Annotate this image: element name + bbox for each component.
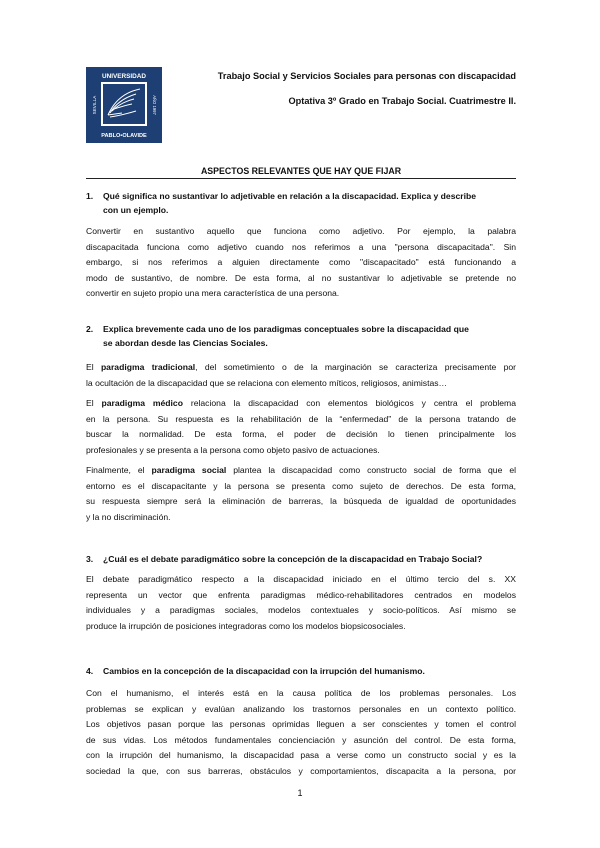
text-line: su respuesta siempre será la eliminación de barreras, la búsqueda de igualdad de oportunidades [86,496,516,506]
text-line: embargo, si nos referimos a alguien directamente como "discapacitado" está funcionando a [86,257,516,267]
question-number: 4. [86,666,94,676]
question-line: Explica brevemente cada uno de los paradigmas conceptuales sobre la discapacidad que [103,324,469,334]
question-line: Cambios en la concepción de la discapacidad con la irrupción del humanismo. [103,666,425,676]
text-line: representa un vector que enfrenta paradigmas médico-rehabilitadores centrados en modelos [86,589,516,600]
text-line: convertir en sujeto propio una mera característica de una persona. [86,288,340,298]
paradigm-social-paragraph [86,463,516,525]
answer-paragraph [86,224,516,302]
university-seal-icon [86,67,162,143]
paradigm-medical-paragraph [86,396,516,458]
text-line: y la no discriminación. [86,511,171,522]
text-line: sociedad la que, con sus barreras, obstáculos y comportamientos, discapacita a la persona, por [86,765,516,776]
text-line: Los objetivos pasan porque las personas oprimidas lleguen a ser conscientes y tomen el control [86,719,516,729]
question-text [103,664,516,678]
text-line: modo de sustantivo, de nombre. De esta forma, al no sustantivar lo adjetivable se pretende no [86,272,516,283]
text-line: buscar la normalidad. De esta forma, el poder de decisión lo tienen principalmente los [86,429,516,439]
text-line: individuales y a paradigmas sociales, modelos contextuales y socio-políticos. Así mismo se [86,605,516,615]
question-number: 1. [86,191,94,201]
question-text [103,189,516,217]
text-line: El paradigma médico relaciona la discapacidad con elementos biológicos y centra el problema [86,398,516,408]
question-number: 2. [86,324,94,334]
question-line: se abordan desde las Ciencias Sociales. [103,338,268,348]
section-title: ASPECTOS RELEVANTES QUE HAY QUE FIJAR [200,166,402,176]
text-line: Con el humanismo, el interés está en la causa política de los problemas personales. Los [86,688,516,698]
title-underline [86,178,516,179]
question-line: ¿Cuál es el debate paradigmático sobre la concepción de la discapacidad en Trabajo Social? [103,554,483,564]
document-header [200,70,516,107]
paradigm-traditional-paragraph [86,360,516,391]
answer-paragraph [86,686,516,779]
question-line: Qué significa no sustantivar lo adjetivable en relación a la discapacidad. Explica y describe [103,191,477,201]
question-1 [86,189,516,217]
logo-bottom-text: PABLO•OLAVIDE [101,133,147,139]
text-line: problemas se explican y evalúan analizando los trastornos personales en un contexto político. [86,703,516,714]
page-number: 1 [297,788,303,798]
question-2 [86,322,516,350]
question-number: 3. [86,554,94,564]
university-logo [86,67,162,143]
text-line: Finalmente, el paradigma social plantea la discapacidad como constructo social de forma que el [86,465,517,475]
logo-right-text: AÑO 1997 [152,95,157,115]
text-line: profesionales y se presenta a la persona como objeto pasivo de actuaciones. [86,444,380,455]
text-line: produce la irrupción de posiciones integradoras como los modelos biopsicosociales. [86,620,406,631]
text-line: de sus vidas. Los métodos fundamentales concienciación y asunción del control. De esta forma, [86,734,516,745]
question-3 [86,552,516,566]
course-subtitle: Optativa 3º Grado en Trabajo Social. Cuatrimestre II. [288,96,516,106]
text-line: Convertir en sustantivo aquello que funciona como adjetivo. Por ejemplo, la palabra [86,226,516,236]
text-line: en la persona. Su respuesta es la rehabilitación de la “enfermedad” de la persona tratando de [86,413,516,424]
logo-left-text: SEVILLA [92,95,97,115]
text-line: con la irrupción del humanismo, la discapacidad pasa a verse como un constructo social y es la [86,750,516,760]
logo-top-text: UNIVERSIDAD [101,73,147,80]
question-text [103,552,516,566]
text-line: entorno es el discapacitante y la persona se presenta como sujeto de derechos. De esta forma, [86,480,516,491]
course-title: Trabajo Social y Servicios Sociales para personas con discapacidad [217,71,516,81]
answer-paragraph [86,572,516,634]
text-line: El debate paradigmático respecto a la discapacidad iniciado en el último tercio del s. XX [86,574,516,584]
text-line: la ocultación de la discapacidad que se relaciona con elemento míticos, religiosos, animistas… [86,377,448,388]
question-4 [86,664,516,678]
text-line: discapacitada funciona como adjetivo cuando nos referimos a una "persona discapacitada". Sin [86,241,516,252]
question-text [103,322,516,350]
question-line: con un ejemplo. [103,205,169,215]
text-line: El paradigma tradicional, del sometimiento o de la marginación se caracteriza precisamente por [86,362,516,372]
